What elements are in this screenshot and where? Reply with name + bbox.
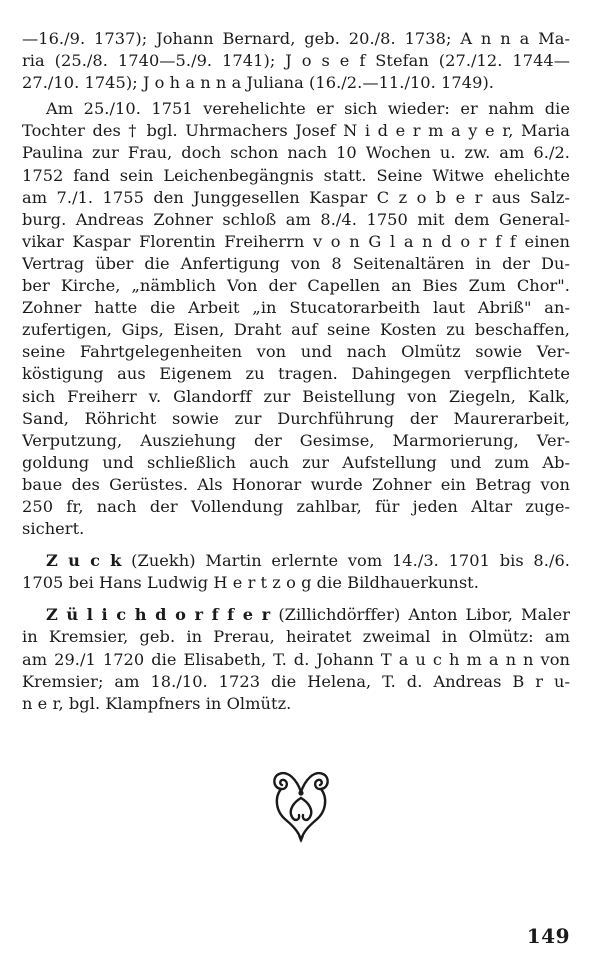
text-line: ber Kirche, „nämblich Von der Capellen an Bies Zum Chor". <box>22 276 570 296</box>
entry-name-zuelichdorffer: Z ü l i c h d o r f f e r <box>46 605 271 625</box>
text-line: 1705 bei Hans Ludwig H e r t z o g die Bildhauerkunst. <box>22 573 479 593</box>
entry-zuelich-first-line <box>22 604 570 626</box>
text-line: n e r, bgl. Klampfners in Olmütz. <box>22 693 292 713</box>
text-line: 250 fr, nach der Vollendung zahlbar, für jeden Altar zuge- <box>22 496 570 516</box>
text-line: zufertigen, Gips, Eisen, Draht auf seine Kosten zu beschaffen, <box>22 320 570 340</box>
text-line: ria (25./8. 1740—5./9. 1741); J o s e f Stefan (27./12. 1744— <box>22 51 570 71</box>
text-line: burg. Andreas Zohner schloß am 8./4. 1750 mit dem General- <box>22 209 570 229</box>
text-line: Vertrag über die Anfertigung von 8 Seitenaltären in der Du- <box>22 253 570 273</box>
text-line: Verputzung, Ausziehung der Gesimse, Marmorierung, Ver- <box>22 430 570 450</box>
entry-name-zuck: Z u c k <box>46 551 122 571</box>
text-line: 27./10. 1745); J o h a n n a Juliana (16./2.—11./10. 1749). <box>22 73 495 93</box>
text-line: seine Fahrtgelegenheiten von und nach Olmütz sowie Ver- <box>22 342 570 362</box>
text-line: sichert. <box>22 519 85 539</box>
text-line: in Kremsier, geb. in Prerau, heiratet zweimal in Olmütz: am <box>22 627 570 647</box>
text-line: am 7./1. 1755 den Junggesellen Kaspar C z o b e r aus Salz- <box>22 187 570 207</box>
entry-zuck-first-line <box>22 550 570 572</box>
text-line: köstigung aus Eigenem zu tragen. Dahingegen verpflichtete <box>22 364 570 384</box>
text-line: am 29./1 1720 die Elisabeth, T. d. Johann T a u c h m a n n von <box>22 649 570 669</box>
heart-scroll-ornament-icon <box>270 762 332 844</box>
text-line: Am 25./10. 1751 verehelichte er sich wieder: er nahm die <box>46 99 570 119</box>
text-line: Paulina zur Frau, doch schon nach 10 Wochen u. zw. am 6./2. <box>22 143 570 163</box>
text-line: —16./9. 1737); Johann Bernard, geb. 20./8. 1738; A n n a Ma- <box>22 29 570 48</box>
entry-text: (Zuekh) Martin erlernte vom 14./3. 1701 bis 8./6. <box>121 551 570 571</box>
text-line: Zohner hatte die Arbeit „in Stucatorarbeith laut Abriß" an- <box>22 298 570 318</box>
text-line: baue des Gerüstes. Als Honorar wurde Zohner ein Betrag von <box>22 474 570 494</box>
text-line: 1752 fand sein Leichenbegängnis statt. Seine Witwe ehelichte <box>22 165 570 185</box>
text-line: vikar Kaspar Florentin Freiherrn v o n G l a n d o r f f einen <box>22 231 570 251</box>
text-line: Tochter des † bgl. Uhrmachers Josef N i d e r m a y e r, Maria <box>22 121 570 141</box>
text-line: Sand, Röhricht sowie zur Durchführung der Maurerarbeit, <box>22 408 570 428</box>
entry-text: (Zillichdörffer) Anton Libor, Maler <box>270 605 570 625</box>
text-line: Kremsier; am 18./10. 1723 die Helena, T. d. Andreas B r u- <box>22 671 570 691</box>
text-line: goldung und schließlich auch zur Aufstellung und zum Ab- <box>22 452 570 472</box>
page-number: 149 <box>526 924 570 948</box>
page-text <box>22 28 570 715</box>
text-line: sich Freiherr v. Glandorff zur Beistellung von Ziegeln, Kalk, <box>22 386 570 406</box>
